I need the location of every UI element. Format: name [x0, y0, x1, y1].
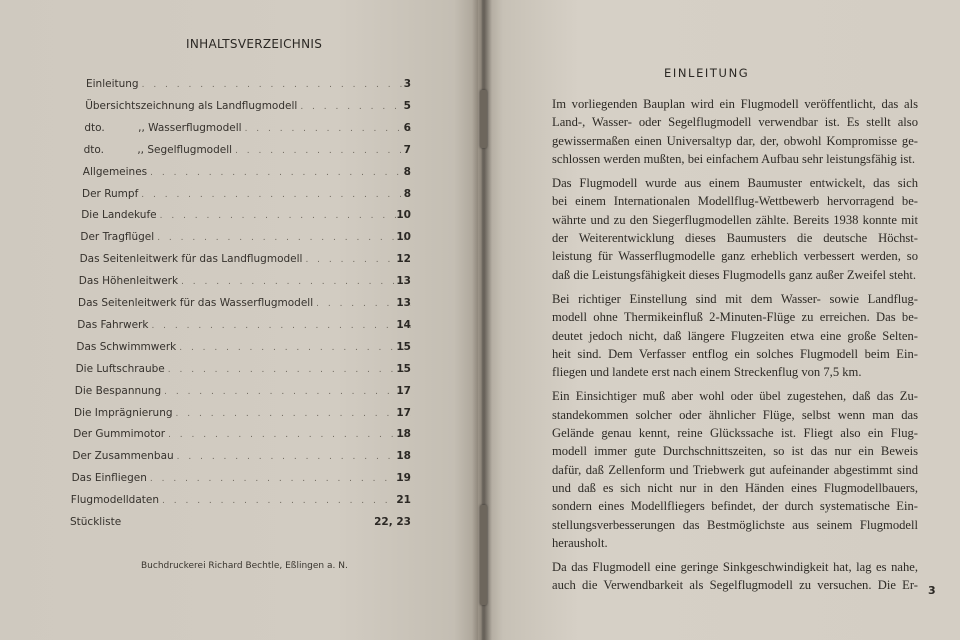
toc-entry-label: Das Schwimmwerk — [76, 340, 177, 353]
paragraph — [540, 290, 918, 381]
toc-entry-label: Das Seitenleitwerk für das Landflugmodell — [79, 253, 303, 266]
toc-entry-page: 21 — [396, 494, 411, 507]
toc-entry-page: 18 — [396, 450, 411, 463]
toc-entry-page: 7 — [403, 143, 411, 156]
toc-dot-leader — [147, 165, 411, 178]
toc-entry-label: Die Bespannung — [74, 384, 162, 397]
paragraph — [540, 387, 918, 552]
text-line: Gelände genau kennt, reine Glückssache ist. Fliegt also ein Flug- — [552, 426, 918, 441]
text-line: daß die Leistungsfähigkeit dieses Flugmodells ganz außer Zweifel steht. — [552, 267, 917, 282]
toc-dot-leader — [165, 362, 411, 375]
toc-dot-leader — [178, 277, 411, 287]
table-of-contents — [0, 0, 478, 640]
toc-entry-label: Das Fahrwerk — [77, 318, 149, 331]
text-line: bei einem Internationalen Modellflug-Wettbewerb hervorragend be- — [552, 194, 918, 209]
toc-entry-label: Das Seitenleitwerk für das Wasserflugmodell — [78, 297, 314, 309]
toc-dot-leader — [138, 187, 411, 200]
chapter-body — [540, 95, 918, 601]
text-line: stellungsverbesserungen das Bestmöglichste aus seinem Flugmodell — [552, 517, 918, 532]
toc-dot-leader — [148, 318, 411, 331]
toc-entry — [78, 297, 411, 309]
toc-entry — [73, 428, 411, 440]
text-line: standekommen solcher oder ähnlicher Flüge, selbst wenn man das — [552, 407, 918, 422]
toc-dot-leader — [154, 233, 411, 243]
toc-entry-label: Das Höhenleitwerk — [78, 275, 179, 288]
text-line: herausholt. — [552, 535, 608, 550]
text-line: Das Flugmodell wurde aus einem Baumuster entwickelt, das sich — [552, 176, 918, 191]
toc-entry — [74, 407, 411, 419]
paragraph — [540, 558, 918, 595]
paragraph — [540, 95, 918, 168]
toc-entry — [72, 450, 411, 462]
toc-entry-page: 17 — [396, 384, 411, 397]
text-line: auch die Verwendbarkeit als Segelflugmodell zu versuchen. Die Er- — [552, 578, 918, 593]
toc-entry-page: 17 — [396, 406, 411, 419]
toc-entry — [80, 231, 411, 243]
text-line: fliegen und landete erst nach einem Streckenflug von 7,5 km. — [552, 365, 862, 380]
toc-entry-page: 19 — [396, 472, 411, 485]
toc-entry-label: Der Zusammenbau — [72, 450, 174, 463]
toc-entry-label: Der Tragflügel — [80, 231, 155, 244]
toc-entry-page: 8 — [403, 165, 411, 178]
text-line: Land-, Wasser- oder Segelflugmodell verwendbar ist. Es stellt also — [552, 115, 918, 130]
text-line: schlossen werden mußten, bei einfachem Aufbau sehr leistungsfähig ist. — [552, 151, 916, 166]
toc-entry-page: 3 — [403, 78, 411, 90]
toc-entry-page: 15 — [396, 340, 411, 353]
text-line: und daß es sich nicht nur in den Händen eines Flugmodellbauers, — [552, 480, 918, 495]
toc-entry — [72, 472, 411, 484]
toc-entry-label: dto. ,, Segelflugmodell — [83, 143, 233, 156]
toc-entry-label: Das Einfliegen — [71, 472, 147, 485]
toc-entry — [81, 209, 411, 221]
toc-entry — [70, 516, 411, 528]
staple-top — [480, 90, 487, 148]
toc-dot-leader — [173, 406, 411, 419]
toc-dot-leader — [297, 99, 411, 112]
toc-dot-leader — [302, 255, 411, 265]
toc-dot-leader — [242, 121, 411, 134]
toc-dot-leader — [174, 452, 411, 462]
toc-entry-label: Der Rumpf — [82, 187, 139, 200]
toc-dot-leader — [147, 474, 411, 484]
toc-entry — [84, 144, 411, 156]
toc-entry-page: 13 — [396, 275, 411, 288]
right-page — [484, 0, 960, 640]
text-line: modell ohne Thermikeinfluß 2-Minuten-Flüge zu erreichen. Das be- — [552, 310, 918, 325]
toc-dot-leader — [165, 430, 411, 440]
text-line: Da das Flugmodell eine geringe Sinkgeschwindigkeit hat, lag es nahe, — [552, 560, 918, 575]
toc-entry-page: 18 — [396, 428, 411, 441]
toc-entry-page: 12 — [396, 253, 411, 266]
toc-entry — [77, 319, 411, 331]
toc-dot-leader — [159, 496, 411, 506]
toc-entry-page: 10 — [396, 231, 411, 244]
toc-entry-page: 13 — [396, 297, 411, 309]
text-line: der Weiterentwicklung dieses Baumusters die deutsche Höchst- — [552, 231, 918, 246]
toc-entry-label: Die Landekufe — [81, 209, 157, 222]
toc-entry — [79, 275, 411, 287]
paragraph — [540, 174, 918, 284]
toc-entry-label: Der Gummimotor — [73, 428, 166, 441]
toc-entry-page: 6 — [403, 121, 411, 134]
toc-entry — [76, 363, 411, 375]
toc-entry — [83, 166, 411, 178]
text-line: modell immer gute Durchschnittszeiten, so ist das nur ein Beweis — [552, 444, 918, 459]
text-line: sondern eines Modellfliegers befindet, der durch systematische Ein- — [552, 499, 918, 514]
toc-entry-label: Die Luftschraube — [75, 362, 165, 375]
text-line: währte und zu den Siegerflugmodellen zählte. Bereits 1938 konnte mit — [552, 212, 918, 227]
left-page — [0, 0, 478, 640]
text-line: Im vorliegenden Bauplan wird ein Flugmodell veröffentlicht, das als — [552, 97, 918, 111]
toc-dot-leader — [161, 384, 411, 397]
toc-title: INHALTSVERZEICHNIS — [186, 37, 323, 51]
toc-entry — [82, 188, 411, 200]
toc-dot-leader — [232, 143, 411, 156]
text-line: gewissermaßen einen Universaltyp dar, der, obwohl Kompromisse ge- — [552, 133, 918, 148]
toc-entry-label: Übersichtszeichnung als Landflugmodell — [85, 99, 298, 112]
toc-dot-leader — [139, 80, 411, 90]
text-line: dafür, daß Zellenform und Triebwerk gut aufeinander abgestimmt sind — [552, 462, 918, 477]
toc-entry-label: Allgemeines — [82, 165, 148, 178]
printer-imprint: Buchdruckerei Richard Bechtle, Eßlingen a. N. — [141, 561, 348, 571]
text-line: leistung für Wasserflugmodelle ganz erheblich verbessert werden, so — [552, 249, 918, 264]
text-line: Bei richtiger Einstellung sind mit dem Wasser- sowie Landflug- — [552, 291, 918, 306]
toc-entry — [86, 78, 411, 90]
toc-entry-label: Flugmodelldaten — [70, 494, 160, 507]
toc-entry — [71, 494, 411, 506]
toc-entry-page: 8 — [403, 187, 411, 200]
toc-entry-page: 14 — [396, 318, 411, 331]
text-line: heit sind. Dem Verfasser entflog ein solches Flugmodell beim Ein- — [552, 346, 918, 361]
toc-dot-leader — [157, 211, 411, 221]
toc-entry-label: Stückliste — [70, 516, 122, 528]
text-line: Ein Einsichtiger muß aber wohl oder übel zugestehen, daß das Zu- — [552, 389, 918, 404]
toc-entry-page: 15 — [396, 362, 411, 375]
text-line: deutet jedoch nicht, daß längere Flugzeiten etwa eine große Selten- — [552, 328, 918, 343]
toc-entry-label: dto. ,, Wasserflugmodell — [84, 121, 242, 134]
toc-entry — [75, 385, 411, 397]
staple-bottom — [480, 505, 487, 605]
toc-entry — [84, 122, 411, 134]
toc-dot-leader — [176, 340, 411, 353]
chapter-title: EINLEITUNG — [664, 66, 750, 80]
toc-entry — [85, 100, 411, 112]
page-number: 3 — [928, 584, 936, 597]
toc-entry — [76, 341, 411, 353]
toc-entry-page: 5 — [403, 99, 411, 112]
toc-entry — [80, 253, 411, 265]
toc-entry-page: 22, 23 — [374, 516, 411, 528]
toc-entry-label: Die Imprägnierung — [74, 406, 173, 419]
toc-entry-label: Einleitung — [86, 78, 139, 90]
toc-entry-page: 10 — [396, 209, 411, 222]
